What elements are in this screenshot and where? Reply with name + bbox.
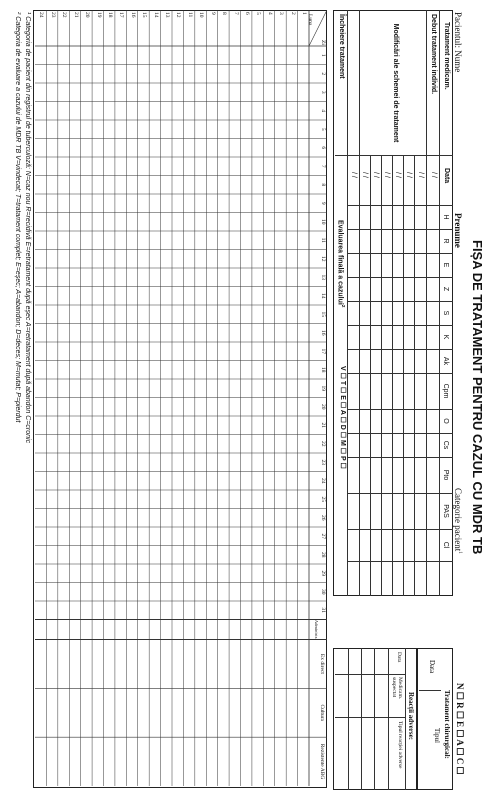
category-options: N ☐ R ☐ E ☐ A ☐ C ☐: [455, 683, 465, 775]
extra-col-1: Cultura: [319, 704, 325, 721]
day-header-21: 21: [320, 422, 326, 428]
day-header-28: 28: [320, 552, 326, 558]
drug-code-12: Cl: [442, 541, 449, 549]
month-row-15: 15: [141, 12, 148, 18]
row-start-label: Debut tratament individ.: [430, 14, 437, 95]
month-row-9: 9: [209, 12, 216, 15]
day-header-7: 7: [320, 164, 326, 168]
adverse-title: Reacții adverse:: [407, 692, 415, 741]
day-header-18: 18: [320, 367, 326, 373]
day-header-24: 24: [320, 478, 326, 484]
footnote-2: ² Categoria de evaluare a cazului de MDR TB V=vindecat; T=tratament complet; E=eșec; A=abandon; D=deces; M=mutat; P=pierdut: [14, 12, 21, 423]
month-row-1: 1: [301, 12, 308, 15]
day-header-14: 14: [320, 293, 326, 299]
footnote-1: ¹ Categoria de pacient din registrul de tuberculoză: N=caz nou R=recidivă E=retratament după eșec A=retratament după abandon C=cronic: [24, 12, 31, 444]
mod-date-1: / /: [417, 172, 424, 178]
category-label: Categorie pacient$^1$: [453, 488, 463, 554]
drug-code-8: O: [442, 418, 449, 424]
drug-code-7: Cpm: [442, 383, 449, 399]
day-header-2: 2: [320, 72, 326, 76]
month-row-6: 6: [243, 12, 250, 15]
mod-date-5: / /: [372, 172, 379, 178]
month-row-4: 4: [266, 12, 273, 15]
month-row-10: 10: [198, 12, 205, 18]
mod-date-4: / /: [383, 172, 390, 178]
surgical-type: Tipul: [433, 728, 441, 743]
month-row-22: 22: [61, 12, 68, 18]
day-header-12: 12: [320, 256, 326, 262]
month-row-17: 17: [118, 12, 125, 18]
row-modifications-label: Modificări ale schemei de tratament: [392, 23, 399, 143]
adverse-type: Tipul reacției adverse: [397, 721, 403, 769]
col-treatment-header: Tratament medicam.: [443, 22, 450, 90]
day-header-22: 22: [320, 441, 326, 447]
day-header-15: 15: [320, 311, 326, 317]
day-header-4: 4: [320, 109, 326, 113]
drug-code-10: Pto: [442, 469, 449, 481]
month-row-7: 7: [232, 12, 239, 15]
adverse-date: Data: [396, 652, 402, 663]
month-row-3: 3: [278, 12, 285, 15]
extra-col-2: Rezistente ABG: [319, 743, 325, 780]
day-header-29: 29: [320, 570, 326, 576]
day-header-10: 10: [320, 219, 326, 225]
surgical-title: Tratament chirurgical:: [443, 690, 451, 759]
day-header-19: 19: [320, 385, 326, 391]
drug-code-1: R: [442, 238, 449, 244]
day-header-1: 1: [320, 53, 326, 57]
month-row-24: 24: [38, 12, 45, 18]
day-header-8: 8: [320, 183, 326, 187]
drug-code-4: S: [442, 310, 449, 316]
month-row-2: 2: [289, 12, 296, 15]
patient-firstname-label: Prenume: [453, 213, 463, 248]
day-header-16: 16: [320, 330, 326, 336]
month-row-14: 14: [152, 12, 159, 18]
day-header-23: 23: [320, 459, 326, 465]
day-header-26: 26: [320, 515, 326, 521]
drug-code-0: H: [442, 214, 449, 220]
drug-code-3: Z: [442, 286, 449, 292]
day-header-31: 31: [320, 607, 326, 613]
calendar-grid-lines: [33, 10, 327, 788]
drug-code-9: Cs: [442, 440, 449, 450]
day-header-3: 3: [320, 90, 326, 94]
month-row-23: 23: [49, 12, 56, 18]
final-eval-label: Evaluarea finală a cazului$^2$: [336, 220, 346, 308]
month-row-19: 19: [95, 12, 102, 18]
drug-code-11: PAS: [442, 504, 449, 518]
row-end-date: / /: [350, 172, 357, 178]
day-header-6: 6: [320, 146, 326, 150]
month-row-8: 8: [221, 12, 228, 15]
day-header-25: 25: [320, 496, 326, 502]
day-header-11: 11: [320, 237, 326, 243]
day-header-27: 27: [320, 533, 326, 539]
patient-name-label: Pacientul: Nume: [453, 12, 463, 73]
month-row-16: 16: [129, 12, 136, 18]
drug-code-5: K: [442, 334, 449, 340]
month-row-11: 11: [186, 12, 193, 18]
extra-col-administr: Administr.: [314, 619, 319, 640]
month-row-5: 5: [255, 12, 262, 15]
month-row-21: 21: [72, 12, 79, 18]
day-header-30: 30: [320, 589, 326, 595]
day-header-13: 13: [320, 274, 326, 280]
calendar-corner-month: Luna: [307, 14, 313, 26]
page-title: FIȘA DE TRATAMENT PENTRU CAZUL CU MDR TB: [470, 240, 485, 555]
adverse-drug: Medicam. suspectat: [390, 677, 403, 700]
day-header-20: 20: [320, 404, 326, 410]
row-end-label: Încheiere tratament: [338, 14, 345, 79]
final-eval-options: V ☐ T ☐ E ☐ A ☐ D ☐ M ☐ P ☐: [339, 366, 346, 469]
calendar-corner-day: Zi: [320, 40, 326, 45]
month-row-13: 13: [164, 12, 171, 18]
row-start-date: / /: [430, 172, 437, 178]
month-row-20: 20: [84, 12, 91, 18]
mod-date-6: / /: [361, 172, 368, 178]
mod-date-2: / /: [405, 172, 412, 178]
day-header-9: 9: [320, 201, 326, 205]
mod-date-3: / /: [394, 172, 401, 178]
surgical-date: Data: [428, 660, 436, 674]
day-header-5: 5: [320, 127, 326, 131]
month-row-12: 12: [175, 12, 182, 18]
drug-code-2: E: [442, 262, 449, 268]
col-date-header: Data: [443, 168, 450, 184]
extra-col-0: Ex direct: [319, 653, 325, 674]
drug-code-6: Ak: [442, 356, 449, 366]
day-header-17: 17: [320, 348, 326, 354]
month-row-18: 18: [106, 12, 113, 18]
